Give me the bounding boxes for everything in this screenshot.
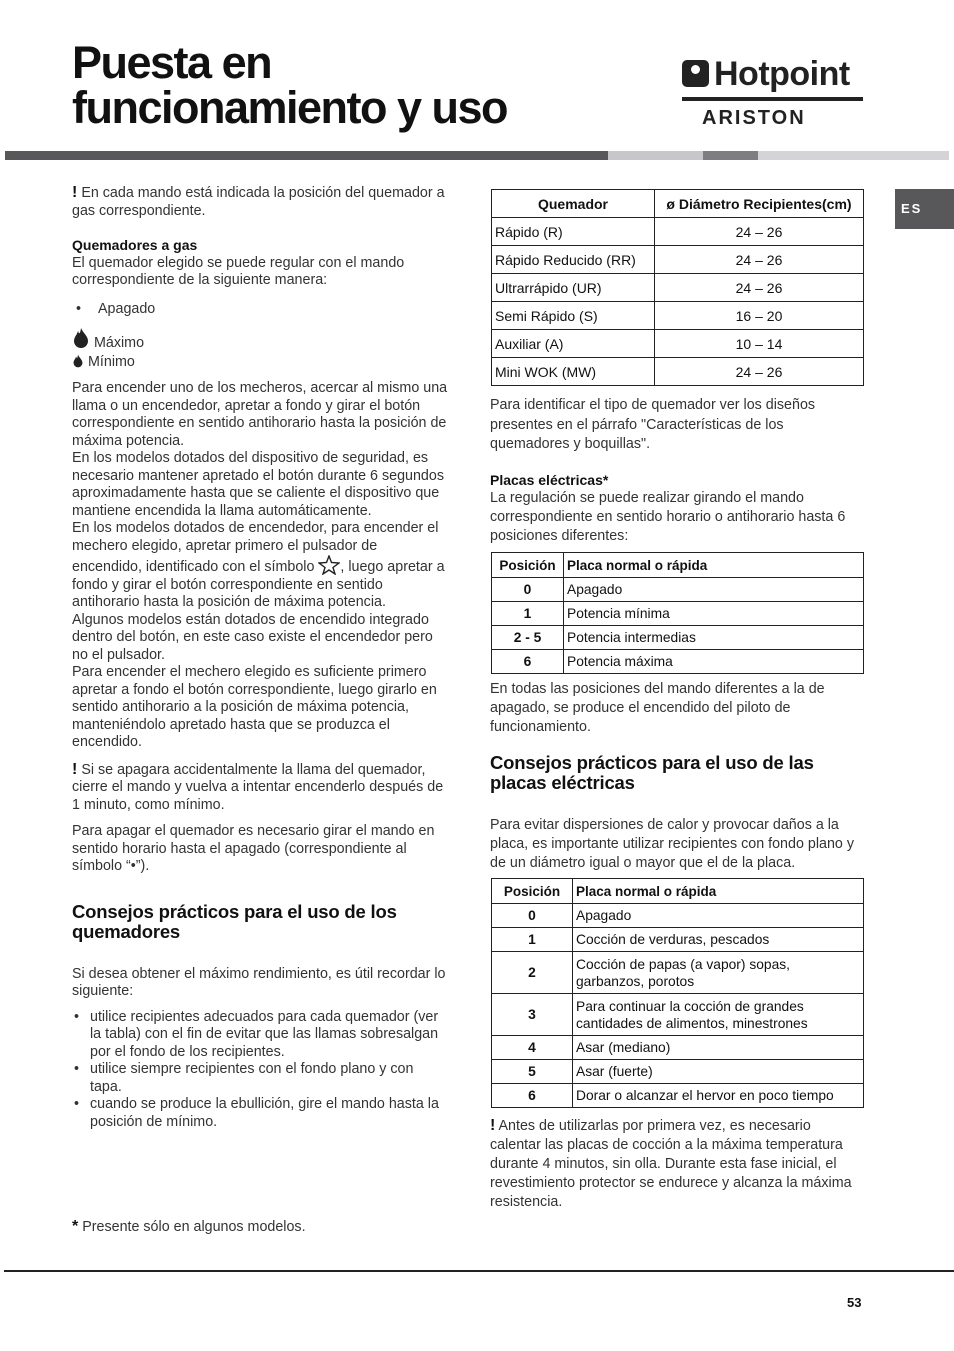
pilot-note: En todas las posiciones del mando diferentes a la de apagado, se produce el encendido del piloto de funcionamiento.	[490, 681, 825, 735]
table-header: Placa normal o rápida	[573, 879, 864, 904]
footnote-text: Presente sólo en algunos modelos.	[82, 1219, 306, 1235]
table-cell: 5	[492, 1060, 573, 1084]
title-line-2: funcionamiento y uso	[72, 82, 508, 133]
position-min-label: Mínimo	[87, 353, 135, 370]
logo-brand	[682, 55, 850, 94]
table-header: Posición	[492, 879, 573, 904]
paragraph-3a: En los modelos dotados de encendedor, para encender el mechero elegido, apretar primero el pulsador de encendido, identificado con el símbolo	[72, 520, 439, 575]
paragraph-2: En los modelos dotados del dispositivo de seguridad, es necesario mantener apretado el botón durante 6 segundos aproximadamente hasta que se caliente el dispositivo que mantiene encendida la llama automáticamente.	[72, 450, 444, 519]
table-cell: 1	[492, 602, 564, 626]
table-row	[492, 1036, 864, 1060]
electric-heading: Placas eléctricas*	[490, 471, 609, 488]
warning-mark: !	[490, 1117, 496, 1134]
right-upper-text	[490, 396, 860, 546]
table-row	[492, 1084, 864, 1108]
table-cell: 0	[492, 578, 564, 602]
list-item: • cuando se produce la ebullición, gire el mando hasta la posición de mínimo.	[72, 1096, 448, 1131]
table-cell: Apagado	[564, 578, 864, 602]
final-warning	[490, 1116, 862, 1212]
table-cell: Apagado	[573, 904, 864, 928]
table-cell: Potencia intermedias	[564, 626, 864, 650]
table-cell: Asar (fuerte)	[573, 1060, 864, 1084]
table-cell: 6	[492, 650, 564, 674]
position-off	[72, 301, 448, 319]
final-warning-paragraph	[490, 1116, 862, 1212]
table-cell: 3	[492, 994, 573, 1036]
table-cell: 2	[492, 952, 573, 994]
small-flame-icon	[72, 354, 84, 368]
table-cell: 2 - 5	[492, 626, 564, 650]
paragraph-1: Para encender uno de los mecheros, acercar al mismo una llama o un encendedor, apretar a fondo y girar el botón correspondiente en sentido antihorario hasta la posición de máxima potencia.	[72, 380, 448, 449]
section-plates-intro: Para evitar dispersiones de calor y provocar daños a la placa, es importante utilizar recipientes con fondo plano y de un diámetro igual o mayor que el de la placa.	[490, 817, 854, 871]
dot-icon: •	[76, 300, 82, 317]
header-rule-light	[608, 151, 703, 160]
table-cell: 16 – 20	[655, 302, 864, 330]
plate-table-2	[491, 878, 864, 1108]
warning-extinguish-text: Si se apagara accidentalmente la llama del quemador, cierre el mando y vuelva a intentar encenderlo después de 1 minuto, como mínimo.	[72, 761, 444, 813]
footnote	[72, 1218, 306, 1237]
paragraph-3b: , luego apretar a fondo y girar el botón correspondiente en sentido antihorario hasta la posición de máxima potencia.	[72, 559, 445, 610]
table-cell: Cocción de verduras, pescados	[573, 928, 864, 952]
burner-note: Para identificar el tipo de quemador ver los diseños presentes en el párrafo "Características de los quemadores y boquillas".	[490, 397, 816, 452]
electric-text: La regulación se puede realizar girando el mando correspondiente en sentido horario o antihorario hasta 6 posiciones diferentes:	[490, 490, 846, 544]
header-rule-mid	[703, 151, 758, 160]
table-cell: Cocción de papas (a vapor) sopas, garbanzos, porotos	[573, 952, 864, 994]
warning-extinguish	[72, 761, 448, 815]
table-header: Placa normal o rápida	[564, 553, 864, 578]
table-header-row	[492, 553, 864, 578]
section-burners-title: Consejos prácticos para el uso de los quemadores	[72, 900, 397, 942]
position-max-label: Máximo	[93, 335, 145, 351]
table-cell: Rápido Reducido (RR)	[492, 246, 655, 274]
left-column	[72, 184, 448, 1131]
footnote-mark: *	[72, 1218, 79, 1235]
table-cell: 24 – 26	[655, 246, 864, 274]
table-cell: 1	[492, 928, 573, 952]
position-min	[72, 354, 448, 372]
table-cell: Ultrarrápido (UR)	[492, 274, 655, 302]
paragraph-6: Para apagar el quemador es necesario girar el mando en sentido horario hasta el apagado (correspondiente al símbolo “•”).	[72, 823, 435, 874]
table-row	[492, 578, 864, 602]
page-title	[72, 37, 508, 133]
table-cell: 24 – 26	[655, 358, 864, 386]
table-cell: 24 – 26	[655, 274, 864, 302]
table-header-row	[492, 879, 864, 904]
spark-star-icon	[318, 555, 340, 575]
table-header: Posición	[492, 553, 564, 578]
intro-text: En cada mando está indicada la posición del quemador a gas correspondiente.	[72, 185, 445, 219]
table-cell: Rápido (R)	[492, 218, 655, 246]
position-max	[72, 327, 448, 353]
table-header: Quemador	[492, 190, 655, 218]
gas-text: El quemador elegido se puede regular con el mando correspondiente de la siguiente manera:	[72, 254, 405, 288]
table-cell: Para continuar la cocción de grandes cantidades de alimentos, minestrones	[573, 994, 864, 1036]
header-rule-dark	[5, 151, 608, 160]
table-cell: Potencia mínima	[564, 602, 864, 626]
table-row	[492, 994, 864, 1036]
logo-sub-brand: ARISTON	[702, 107, 806, 129]
right-middle-text	[490, 680, 862, 873]
gas-heading: Quemadores a gas	[72, 237, 198, 253]
table-cell: Asar (mediano)	[573, 1036, 864, 1060]
plate-table-1	[491, 552, 864, 674]
warning-mark: !	[72, 760, 78, 778]
list-item: • utilice siempre recipientes con el fondo plano y con tapa.	[72, 1061, 448, 1096]
table-row	[492, 1060, 864, 1084]
header-rule-light-2	[758, 151, 949, 160]
table-cell: Auxiliar (A)	[492, 330, 655, 358]
paragraph-5: Para encender el mechero elegido es suficiente primero apretar a fondo el botón correspondiente, luego girarlo en sentido antihorario a la posición de máxima potencia, manteniéndolo apretado hasta que se produzca el encendido.	[72, 664, 437, 750]
paragraph-4: Algunos modelos están dotados de encendido integrado dentro del botón, en este caso existe el encendedor pero no el pulsador.	[72, 611, 433, 663]
logo-rule	[682, 97, 863, 101]
table-cell: Semi Rápido (S)	[492, 302, 655, 330]
list-item: • utilice recipientes adecuados para cada quemador (ver la tabla) con el fin de evitar que las llamas sobresalgan por el fondo de los recipientes.	[72, 1009, 448, 1062]
table-row	[492, 274, 864, 302]
language-tab: ES	[895, 189, 954, 229]
title-line-1: Puesta en	[72, 37, 272, 88]
intro-note	[72, 184, 448, 220]
table-row	[492, 626, 864, 650]
position-off-label: Apagado	[98, 300, 156, 317]
table-row	[492, 650, 864, 674]
table-row	[492, 358, 864, 386]
table-cell: 0	[492, 904, 573, 928]
table-row	[492, 928, 864, 952]
footer-rule	[4, 1270, 954, 1272]
table-row	[492, 330, 864, 358]
table-cell: Potencia máxima	[564, 650, 864, 674]
paragraph-3	[72, 520, 448, 612]
table-cell: 24 – 26	[655, 218, 864, 246]
logo-brand-text: Hotpoint	[714, 55, 850, 93]
table-cell: 4	[492, 1036, 573, 1060]
table-header: ø Diámetro Recipientes(cm)	[655, 190, 864, 218]
table-row	[492, 302, 864, 330]
table-cell: Dorar o alcanzar el hervor en poco tiempo	[573, 1084, 864, 1108]
table-row	[492, 246, 864, 274]
table-cell: 10 – 14	[655, 330, 864, 358]
table-header-row	[492, 190, 864, 218]
tips-list	[72, 1009, 448, 1132]
burner-table	[491, 189, 864, 386]
table-row	[492, 904, 864, 928]
table-cell: Mini WOK (MW)	[492, 358, 655, 386]
table-row	[492, 218, 864, 246]
logo-square-icon	[682, 60, 709, 87]
section-plates-title: Consejos prácticos para el uso de las placas eléctricas	[490, 752, 814, 793]
page-number: 53	[847, 1295, 862, 1310]
large-flame-icon	[72, 327, 90, 349]
table-cell: 6	[492, 1084, 573, 1108]
section-burners-intro: Si desea obtener el máximo rendimiento, es útil recordar lo siguiente:	[72, 965, 446, 999]
warning-mark: !	[72, 184, 78, 201]
table-row	[492, 602, 864, 626]
final-warning-text: Antes de utilizarlas por primera vez, es necesario calentar las placas de cocción a la máxima temperatura durante 4 minutos, sin olla. Durante esta fase inicial, el revestimiento protector se endurece y alcanza la máxima resistencia.	[490, 1118, 852, 1210]
table-row	[492, 952, 864, 994]
